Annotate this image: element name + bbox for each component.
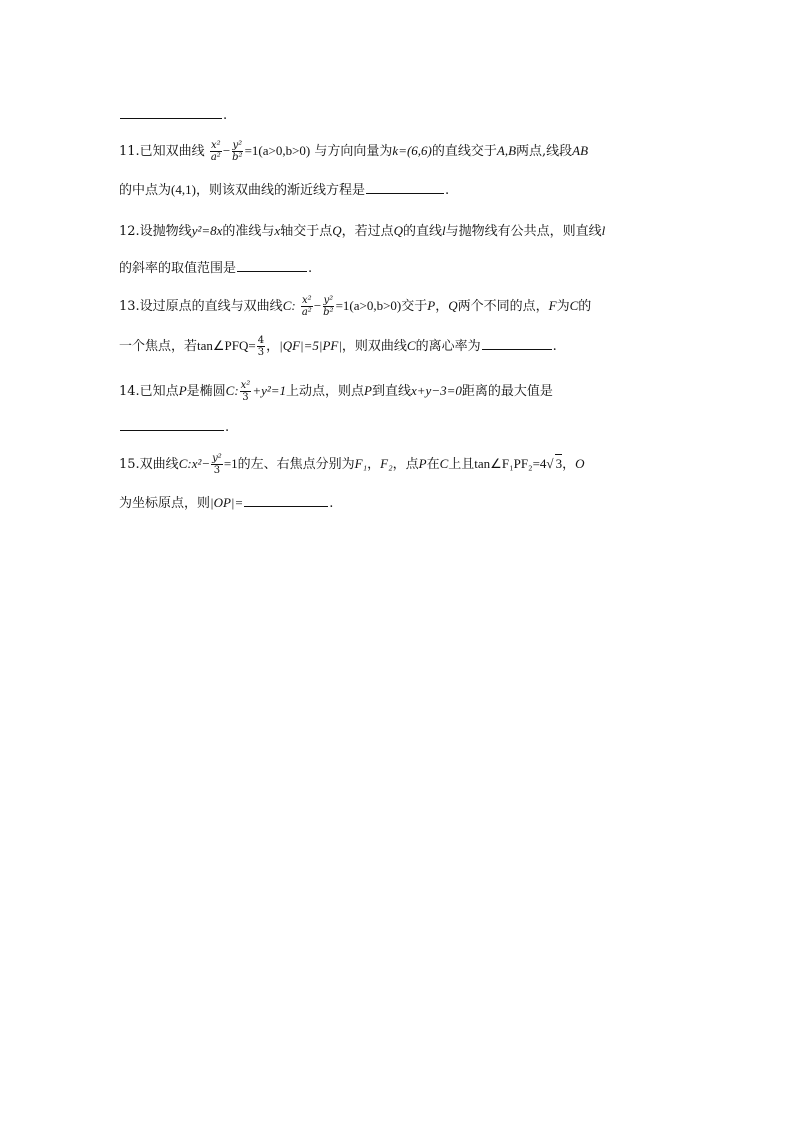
question-15-line-1: 15.双曲线C:x²− $\frac{\text{y²}}{3}$ =1的左、右焦点分别为F₁，F₂，点P在C上且tan∠F₁PF₂=4√ 3，O — [119, 453, 585, 476]
fraction: $\frac{\text{x²}}{\text{a²}}$ — [210, 140, 221, 163]
question-14-line-2: . — [119, 418, 229, 437]
fraction: $\frac{\text{x²}}{3}$ — [240, 380, 251, 403]
answer-blank[interactable] — [366, 181, 444, 194]
question-13-line-2: 一个焦点，若tan∠PFQ= $\frac{4}{3}$ ，|QF|=5|PF|，则双曲线C的离心率为 . — [119, 335, 557, 358]
question-13-line-1: 13.设过原点的直线与双曲线C: $\frac{\text{x²}}{\text{a²}}$ − $\frac{\text{y²}}{\text{b²}}$ =1(a>0,b>0)交于P，Q两个不同的点，F为C的 — [119, 295, 592, 318]
question-11-line-2: 的中点为(4,1)，则该双曲线的渐近线方程是 . — [119, 182, 450, 198]
question-12-line-1: 12.设抛物线y²=8x的准线与x轴交于点Q，若过点Q的直线l与抛物线有公共点，则直线l — [119, 223, 606, 239]
fraction: $\frac{\text{y²}}{3}$ — [212, 453, 222, 476]
question-15-line-2: 为坐标原点，则|OP|= . — [119, 495, 334, 511]
answer-blank[interactable] — [244, 494, 328, 507]
question-14-line-1: 14.已知点P是椭圆C: $\frac{\text{x²}}{3}$ +y²=1上动点，则点P到直线x+y−3=0距离的最大值是 — [119, 380, 553, 403]
question-11-line-1: 11.已知双曲线 $\frac{\text{x²}}{\text{a²}}$ − $\frac{\text{y²}}{\text{b²}}$ =1(a>0,b>0) 与方向向量为k=(6,6)的直线交于A,B两点,线段AB — [119, 140, 589, 163]
sqrt-radicand: 3 — [555, 456, 563, 471]
previous-answer-line: . — [119, 106, 227, 125]
answer-blank[interactable] — [237, 259, 307, 272]
question-12-line-2: 的斜率的取值范围是 . — [119, 261, 313, 276]
fraction: $\frac{\text{y²}}{\text{b²}}$ — [323, 295, 334, 318]
answer-blank[interactable] — [120, 106, 222, 119]
fraction: $\frac{\text{y²}}{\text{b²}}$ — [232, 140, 243, 163]
answer-blank[interactable] — [120, 418, 224, 431]
fraction: $\frac{4}{3}$ — [257, 335, 265, 358]
answer-blank[interactable] — [482, 337, 552, 350]
fraction: $\frac{\text{x²}}{\text{a²}}$ — [301, 295, 312, 318]
